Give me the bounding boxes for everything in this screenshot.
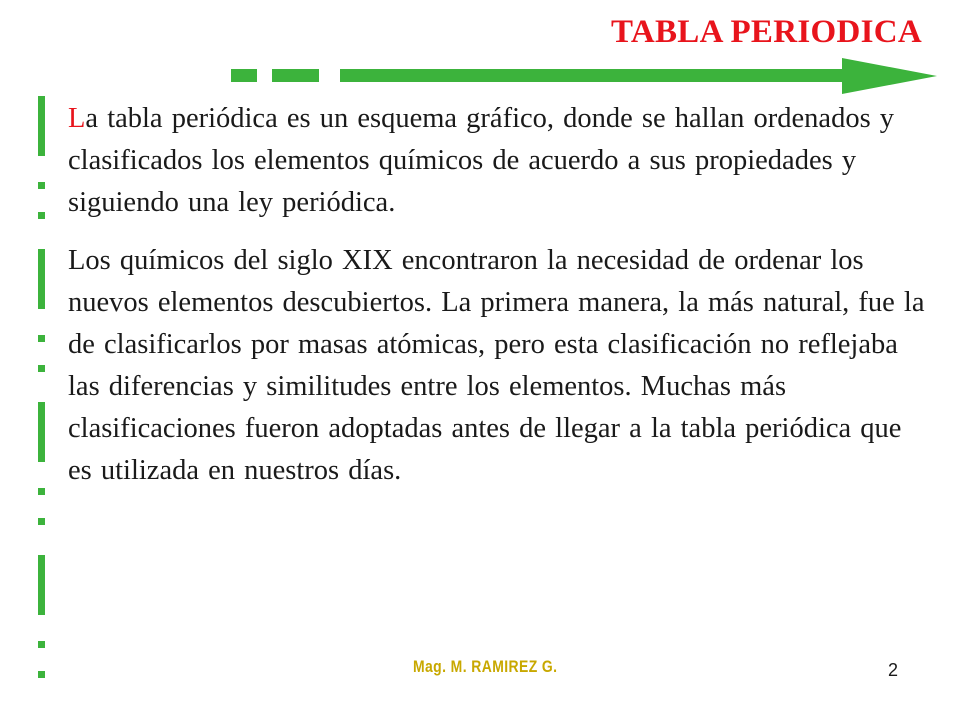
side-dot-2 xyxy=(38,212,45,219)
side-dot-8 xyxy=(38,671,45,678)
side-dot-7 xyxy=(38,641,45,648)
side-dot-6 xyxy=(38,518,45,525)
side-dot-4 xyxy=(38,365,45,372)
slide-title: TABLA PERIODICA xyxy=(610,14,922,50)
side-dot-5 xyxy=(38,488,45,495)
side-dot-3 xyxy=(38,335,45,342)
side-bar-2 xyxy=(38,249,45,309)
arrow-shaft xyxy=(340,69,845,82)
slide-body xyxy=(68,98,928,492)
arrow-head xyxy=(842,58,937,94)
footer-author: Mag. M. RAMIREZ G. xyxy=(413,657,558,676)
paragraph-history: Los químicos del siglo XIX encontraron la necesidad de ordenar los nuevos elementos descubiertos. La primera manera, la más natural, fue la de clasificarlos por masas atómicas, pero esta clasificación no reflejaba las diferencias y similitudes entre los elementos. Muchas más clasificaciones fueron adoptadas antes de llegar a la tabla periódica que es utilizada en nuestros días. xyxy=(68,245,925,486)
paragraph-definition xyxy=(68,98,928,224)
side-bar-1 xyxy=(38,96,45,156)
paragraph-definition-text: a tabla periódica es un esquema gráfico, donde se hallan ordenados y clasificados los elementos químicos de acuerdo a sus propiedades y siguiendo una ley periódica. xyxy=(68,103,895,218)
first-letter: L xyxy=(68,103,86,134)
side-dot-1 xyxy=(38,182,45,189)
arrow-dash-2 xyxy=(272,69,319,82)
side-bar-4 xyxy=(38,555,45,615)
slide-number: 2 xyxy=(888,660,899,680)
arrow-dash-1 xyxy=(231,69,257,82)
side-bar-3 xyxy=(38,402,45,462)
